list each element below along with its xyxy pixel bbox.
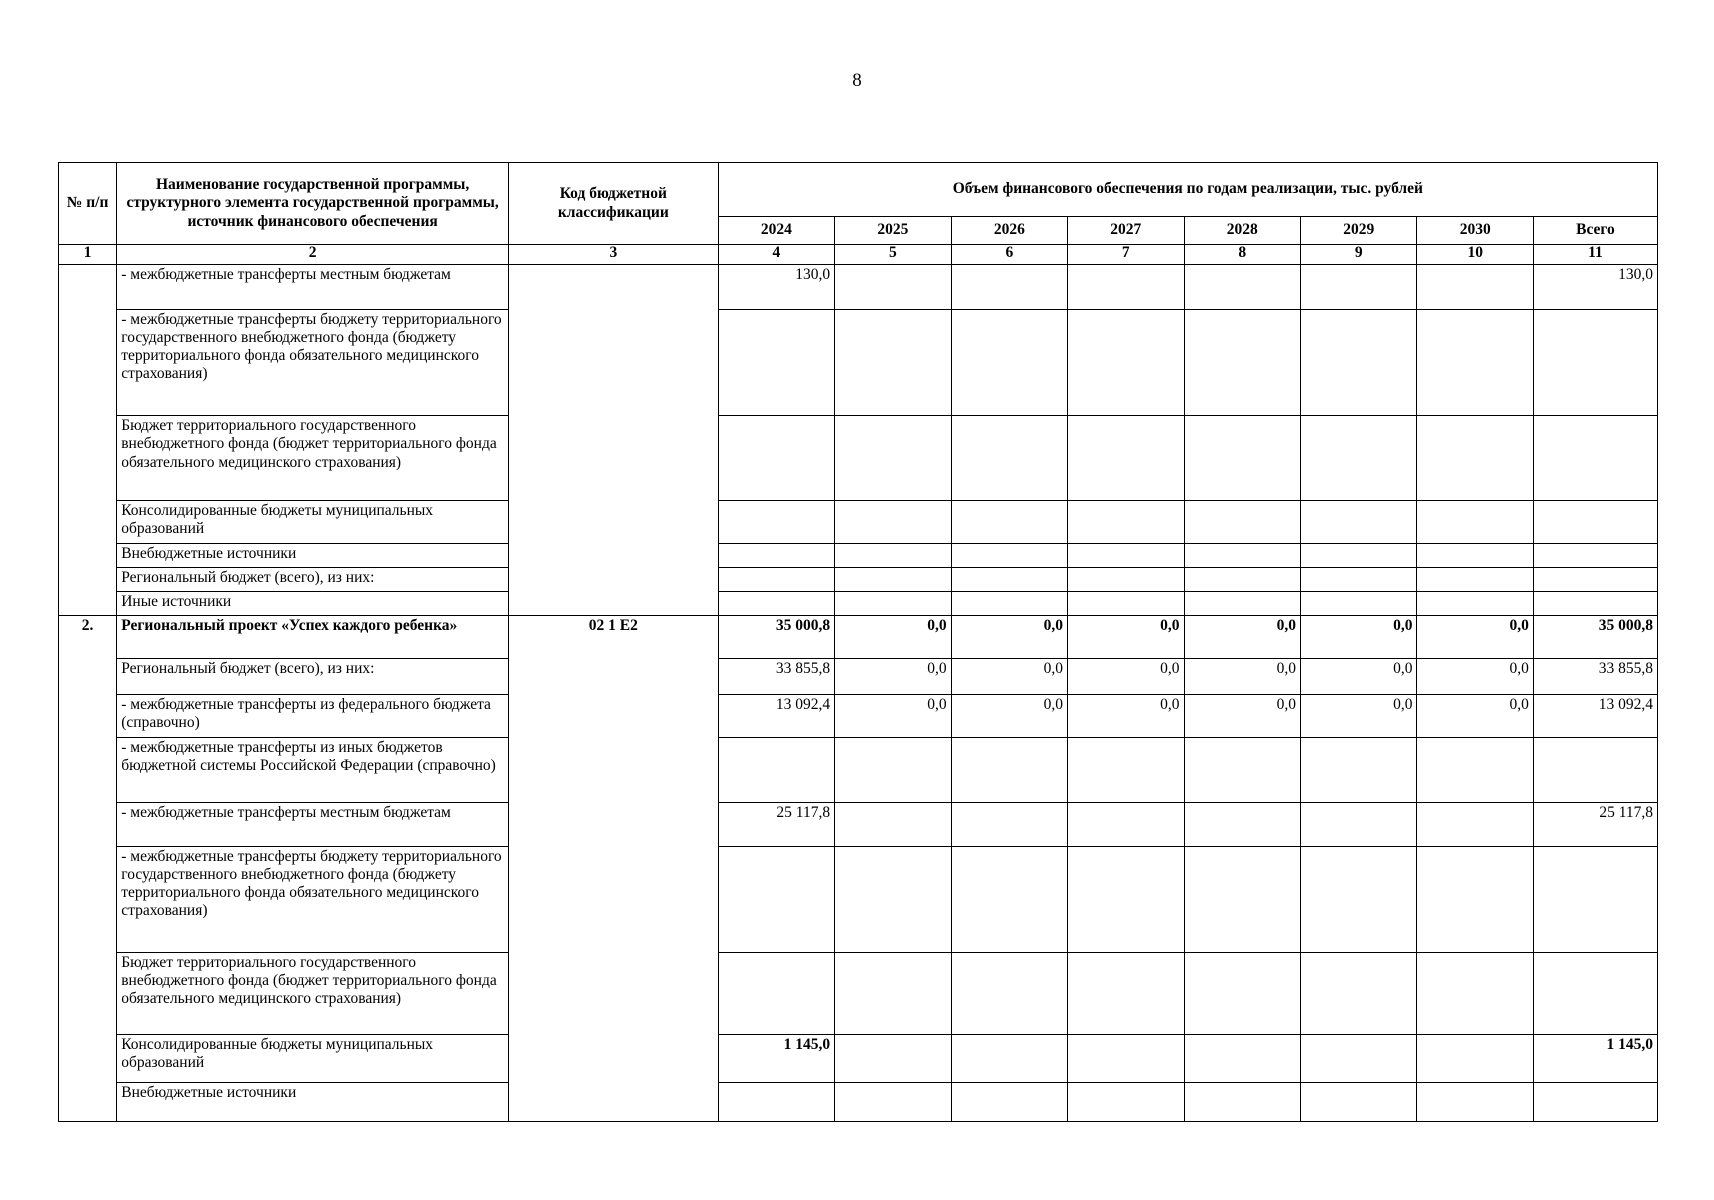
row-name: - межбюджетные трансферты местным бюджетам <box>117 264 509 310</box>
value-cell <box>1184 544 1300 568</box>
row-name: Консолидированные бюджеты муниципальных образований <box>117 500 509 543</box>
value-cell <box>1068 803 1184 846</box>
header-year: 2029 <box>1300 217 1416 245</box>
table-row <box>59 952 1658 1034</box>
value-cell <box>1184 568 1300 592</box>
financing-table <box>58 162 1658 1122</box>
value-cell <box>951 846 1067 952</box>
value-cell <box>1068 952 1184 1034</box>
column-number: 7 <box>1068 245 1184 265</box>
value-cell <box>1300 952 1416 1034</box>
table-row <box>59 500 1658 543</box>
value-cell <box>1300 568 1416 592</box>
value-cell <box>1184 1082 1300 1121</box>
row-index: 2. <box>59 615 117 1121</box>
value-cell <box>951 416 1067 501</box>
row-name: - межбюджетные трансферты из федерального бюджета (справочно) <box>117 694 509 737</box>
value-cell <box>1300 264 1416 310</box>
value-cell <box>1417 310 1533 416</box>
value-cell <box>951 310 1067 416</box>
value-total <box>1533 310 1657 416</box>
value-cell <box>1300 1082 1416 1121</box>
value-cell <box>1417 264 1533 310</box>
value-cell: 130,0 <box>718 264 834 310</box>
value-cell <box>718 1082 834 1121</box>
value-cell <box>1300 544 1416 568</box>
table-row <box>59 615 1658 658</box>
row-name: Бюджет территориального государственного внебюджетного фонда (бюджет территориального фонда обязательного медицинского страхования) <box>117 416 509 501</box>
value-cell <box>1300 500 1416 543</box>
value-cell <box>1417 738 1533 803</box>
column-number: 3 <box>509 245 719 265</box>
row-name: - межбюджетные трансферты бюджету территориального государственного внебюджетного фонда (бюджету территориального фонда обязательного медицинского страхования) <box>117 310 509 416</box>
value-cell <box>1068 738 1184 803</box>
value-cell <box>1068 310 1184 416</box>
value-cell <box>718 416 834 501</box>
value-cell <box>1417 544 1533 568</box>
value-cell <box>1300 310 1416 416</box>
table-row <box>59 738 1658 803</box>
column-number: 4 <box>718 245 834 265</box>
value-cell <box>1184 416 1300 501</box>
value-cell <box>835 591 951 615</box>
value-total: 1 145,0 <box>1533 1035 1657 1083</box>
value-cell <box>951 591 1067 615</box>
value-total: 25 117,8 <box>1533 803 1657 846</box>
value-cell <box>835 568 951 592</box>
value-cell <box>718 952 834 1034</box>
value-cell <box>1300 738 1416 803</box>
value-cell <box>835 1035 951 1083</box>
budget-code: 02 1 E2 <box>509 615 719 1121</box>
value-cell <box>1068 1035 1184 1083</box>
value-total <box>1533 568 1657 592</box>
value-cell: 35 000,8 <box>718 615 834 658</box>
table-row <box>59 264 1658 310</box>
value-cell: 13 092,4 <box>718 694 834 737</box>
value-cell: 0,0 <box>1300 615 1416 658</box>
table-row <box>59 1035 1658 1083</box>
value-cell: 0,0 <box>1184 659 1300 695</box>
value-cell <box>835 264 951 310</box>
value-cell <box>1417 846 1533 952</box>
value-total <box>1533 1082 1657 1121</box>
value-cell <box>1300 846 1416 952</box>
value-cell <box>835 416 951 501</box>
row-name: Региональный бюджет (всего), из них: <box>117 568 509 592</box>
row-name: Внебюджетные источники <box>117 544 509 568</box>
header-code: Код бюджетной классификации <box>509 163 719 245</box>
table-row <box>59 694 1658 737</box>
value-cell <box>1068 568 1184 592</box>
value-cell: 0,0 <box>951 694 1067 737</box>
value-total <box>1533 738 1657 803</box>
row-name: Консолидированные бюджеты муниципальных образований <box>117 1035 509 1083</box>
header-year: 2026 <box>951 217 1067 245</box>
value-cell <box>835 500 951 543</box>
header-year: 2025 <box>835 217 951 245</box>
value-total: 13 092,4 <box>1533 694 1657 737</box>
value-cell <box>1068 846 1184 952</box>
budget-code <box>509 264 719 615</box>
table-row <box>59 591 1658 615</box>
column-numbers-row <box>59 245 1658 265</box>
header-total: Всего <box>1533 217 1657 245</box>
column-number: 6 <box>951 245 1067 265</box>
value-cell <box>1068 416 1184 501</box>
row-name: Региональный проект «Успех каждого ребенка» <box>117 615 509 658</box>
header-volume: Объем финансового обеспечения по годам реализации, тыс. рублей <box>718 163 1657 217</box>
value-cell <box>718 310 834 416</box>
page-number: 8 <box>852 70 862 91</box>
value-total: 130,0 <box>1533 264 1657 310</box>
value-cell <box>1417 803 1533 846</box>
value-cell <box>718 846 834 952</box>
value-cell <box>1300 803 1416 846</box>
value-cell: 33 855,8 <box>718 659 834 695</box>
value-cell: 1 145,0 <box>718 1035 834 1083</box>
value-total <box>1533 591 1657 615</box>
table-row <box>59 659 1658 695</box>
value-cell <box>718 591 834 615</box>
value-cell <box>1184 1035 1300 1083</box>
value-cell <box>835 738 951 803</box>
value-cell <box>1068 500 1184 543</box>
value-cell <box>718 568 834 592</box>
table-row <box>59 310 1658 416</box>
value-cell <box>1068 264 1184 310</box>
column-number: 11 <box>1533 245 1657 265</box>
table-row <box>59 416 1658 501</box>
value-cell <box>1417 591 1533 615</box>
header-num: № п/п <box>59 163 117 245</box>
table-row <box>59 803 1658 846</box>
table-row <box>59 1082 1658 1121</box>
row-name: Региональный бюджет (всего), из них: <box>117 659 509 695</box>
value-cell <box>951 264 1067 310</box>
column-number: 10 <box>1417 245 1533 265</box>
row-name: Бюджет территориального государственного внебюджетного фонда (бюджет территориального фонда обязательного медицинского страхования) <box>117 952 509 1034</box>
value-cell <box>835 544 951 568</box>
row-name: - межбюджетные трансферты из иных бюджетов бюджетной системы Российской Федерации (справочно) <box>117 738 509 803</box>
value-total <box>1533 416 1657 501</box>
value-cell: 0,0 <box>1417 694 1533 737</box>
value-cell: 0,0 <box>1417 615 1533 658</box>
value-cell <box>1184 803 1300 846</box>
value-cell <box>718 544 834 568</box>
value-cell <box>1417 500 1533 543</box>
value-total: 33 855,8 <box>1533 659 1657 695</box>
value-cell: 0,0 <box>951 615 1067 658</box>
column-number: 5 <box>835 245 951 265</box>
value-cell: 0,0 <box>1068 615 1184 658</box>
value-cell: 0,0 <box>835 694 951 737</box>
value-cell: 25 117,8 <box>718 803 834 846</box>
header-year: 2024 <box>718 217 834 245</box>
value-cell <box>1300 1035 1416 1083</box>
value-cell: 0,0 <box>1184 694 1300 737</box>
value-cell: 0,0 <box>1300 659 1416 695</box>
value-cell <box>1184 738 1300 803</box>
value-cell: 0,0 <box>1068 659 1184 695</box>
value-total <box>1533 952 1657 1034</box>
column-number: 1 <box>59 245 117 265</box>
value-total <box>1533 846 1657 952</box>
value-cell <box>835 803 951 846</box>
value-cell <box>1068 591 1184 615</box>
header-year: 2027 <box>1068 217 1184 245</box>
value-cell: 0,0 <box>835 659 951 695</box>
value-cell <box>1417 1035 1533 1083</box>
value-cell <box>951 568 1067 592</box>
value-total: 35 000,8 <box>1533 615 1657 658</box>
value-cell <box>951 952 1067 1034</box>
value-cell <box>1184 952 1300 1034</box>
value-total <box>1533 500 1657 543</box>
column-number: 9 <box>1300 245 1416 265</box>
value-cell <box>1184 500 1300 543</box>
value-cell <box>1300 416 1416 501</box>
value-cell <box>951 803 1067 846</box>
value-cell <box>718 500 834 543</box>
header-name: Наименование государственной программы, структурного элемента государственной программы, источник финансового обеспечения <box>117 163 509 245</box>
table-row <box>59 544 1658 568</box>
value-cell: 0,0 <box>1184 615 1300 658</box>
row-name: Внебюджетные источники <box>117 1082 509 1121</box>
value-cell <box>951 738 1067 803</box>
value-cell <box>1184 591 1300 615</box>
table-row <box>59 568 1658 592</box>
value-cell <box>835 952 951 1034</box>
value-cell <box>1184 846 1300 952</box>
row-name: - межбюджетные трансферты бюджету территориального государственного внебюджетного фонда (бюджету территориального фонда обязательного медицинского страхования) <box>117 846 509 952</box>
value-cell <box>1417 568 1533 592</box>
value-cell <box>1417 952 1533 1034</box>
value-cell <box>1417 416 1533 501</box>
value-cell <box>951 1082 1067 1121</box>
column-number: 8 <box>1184 245 1300 265</box>
value-cell <box>1184 264 1300 310</box>
value-cell <box>1068 1082 1184 1121</box>
value-cell <box>951 544 1067 568</box>
value-cell: 0,0 <box>1068 694 1184 737</box>
row-index <box>59 264 117 615</box>
value-cell <box>835 1082 951 1121</box>
value-cell <box>951 500 1067 543</box>
value-cell <box>1300 591 1416 615</box>
column-number: 2 <box>117 245 509 265</box>
value-cell: 0,0 <box>951 659 1067 695</box>
table-row <box>59 846 1658 952</box>
value-cell <box>1184 310 1300 416</box>
row-name: Иные источники <box>117 591 509 615</box>
value-cell: 0,0 <box>1300 694 1416 737</box>
row-name: - межбюджетные трансферты местным бюджетам <box>117 803 509 846</box>
value-cell <box>718 738 834 803</box>
value-cell: 0,0 <box>1417 659 1533 695</box>
value-cell <box>951 1035 1067 1083</box>
header-year: 2028 <box>1184 217 1300 245</box>
value-cell <box>835 846 951 952</box>
value-cell <box>835 310 951 416</box>
value-cell <box>1417 1082 1533 1121</box>
value-cell: 0,0 <box>835 615 951 658</box>
header-year: 2030 <box>1417 217 1533 245</box>
value-cell <box>1068 544 1184 568</box>
value-total <box>1533 544 1657 568</box>
